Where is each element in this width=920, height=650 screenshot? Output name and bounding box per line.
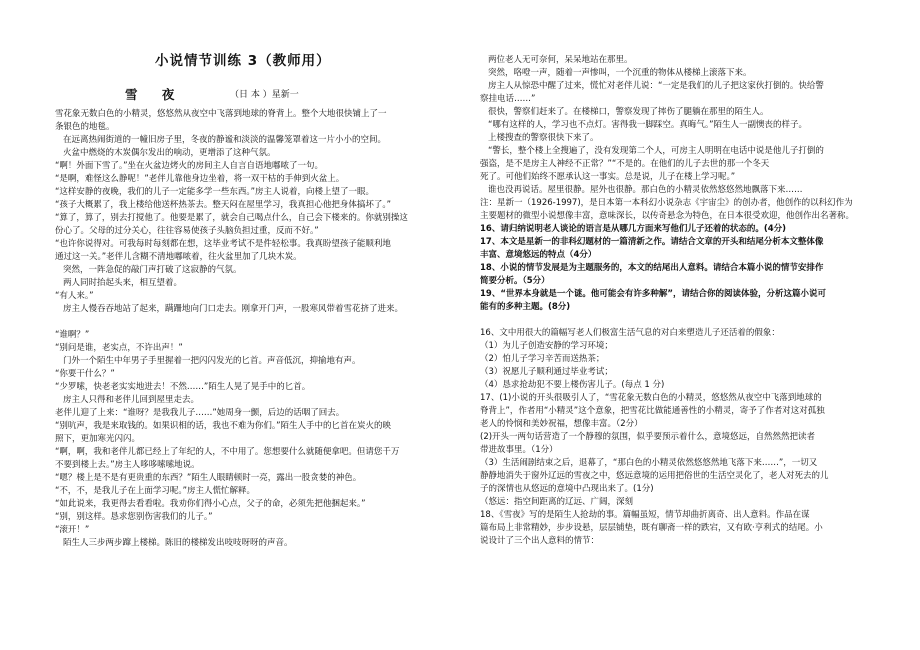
text-line: 16、请归纳说明老人谈论的语言是从哪几方面来写他们儿子还着的状态的。(4分) — [480, 224, 787, 234]
questions-and-answers — [480, 54, 885, 548]
text-line: 简要分析。（5分） — [480, 276, 550, 286]
text-line: 17、(1)小说的开头很吸引人了，“雪花象无数白色的小精灵，悠悠然从夜空中飞落到地球的 — [480, 393, 822, 403]
text-line: 房主人只得和老伴儿回到屋里走去。 — [63, 395, 200, 405]
text-line: 17、本文是星新一的非科幻题材的一篇清新之作。请结合文章的开头和结尾分析本文整体像 — [480, 237, 824, 247]
text-line: 谁也没再说话。屋里很静。屋外也很静。那白色的小精灵依然悠悠然地飘落下来…… — [488, 185, 803, 195]
text-line: 18、《雪夜》写的是陌生人抢劫的事。篇幅虽短，情节却曲折离奇、出人意料。作品在谋 — [480, 510, 810, 520]
text-line: “是啊，难怪这么静呢！”老伴儿靠他身边坐着，将一双干枯的手伸到火盆上。 — [55, 174, 345, 184]
text-line: “嗯？楼上是不是有更贵重的东西？”陌生人眼睛顿时一亮，露出一股贪婪的神色。 — [55, 473, 362, 483]
text-line: “别问是谁，老实点，不许出声！” — [55, 343, 183, 353]
text-line: “警长，整个楼上全搜遍了，没有发现第二个人，可房主人明明在电话中说是他儿子打倒的 — [488, 146, 824, 156]
text-line: 脊背上”，作者用“小精灵”这个意象，把雪花比做能通善性的小精灵，寄予了作者对这对孤独 — [480, 406, 825, 416]
text-line: （1）为儿子创造安静的学习环境； — [480, 341, 613, 351]
text-line: （4）恳求抢劫犯不要上楼伤害儿子。(每点 1 分) — [480, 380, 665, 390]
text-line: 份心了。父母的过分关心，往往容易使孩子头脑负担过重，反而不好。” — [55, 226, 319, 236]
text-line: 静静地消失于窗外辽远的雪夜之中，悠远意境的运用把俗世的生活空灵化了，老人对死去的儿 — [480, 471, 829, 481]
text-line: “滚开！” — [55, 525, 90, 535]
text-line: 18、小说的情节发展是为主题服务的，本文的结尾出人意料。请结合本篇小说的情节安排作 — [480, 263, 824, 273]
story-author: （日 本 ）星新一 — [230, 90, 299, 100]
text-line: 说设计了三个出人意料的情节： — [480, 536, 600, 546]
text-line: 在远离热闹街道的一幢旧房子里，冬夜的静谧和淡淡的温馨笼罩着这一片小小的空间。 — [63, 135, 387, 145]
text-line: 死了。可他们始终不愿承认这一事实。总是说，儿子在楼上学习呢。” — [480, 172, 736, 182]
text-line: 房主人慢吞吞地站了起来，蹒跚地向门口走去。刚拿开门声，一股寒风带着雪花挤了进来。 — [63, 304, 404, 314]
text-line: “少罗嗦，快老老实实地进去！不然……”陌生人晃了晃手中的匕首。 — [55, 382, 311, 392]
text-line: 强盗，是不是房主人神经不正常？”“不是的。在他们的儿子去世的那一个冬天 — [480, 159, 770, 169]
text-line: 篇布局上非常精妙，步步设悬，层层铺垫，既有聊斋一样的跌宕，又有欧·亨利式的结尾。小 — [480, 523, 823, 533]
text-line: “谁啊？” — [55, 330, 90, 340]
text-line: 通过这一关。”老伴儿含糊不清地嘟哝着，往火盆里加了几块木炭。 — [55, 252, 302, 262]
text-line: “你要干什么？” — [55, 369, 115, 379]
text-line: 上楼搜查的警察很快下来了。 — [488, 133, 599, 143]
text-line: 主要题材的微型小说想像丰富，意味深长，以传奇悬念为特色，在日本很受欢迎，他创作出名著称。 — [480, 211, 855, 221]
text-line: （悠远：指空间距离的辽远、广阔，深刻 — [480, 497, 634, 507]
text-line: “啊！外面下雪了。”坐在火盆边烤火的房间主人自言自语地嘟哝了一句。 — [55, 161, 324, 171]
text-line: “不，不，是我儿子在上面学习呢。”房主人慌忙解释。 — [55, 486, 256, 496]
text-line: 两位老人无可奈何，呆呆地站在那里。 — [488, 55, 633, 65]
text-line: 火盆中燃烧的木炭偶尔发出的响动，更增添了这种气氛。 — [63, 148, 276, 158]
text-line: 注：星新一（1926-1997)，是日本第一本科幻小说杂志《宇宙尘》的创办者，他创作的以科幻作为 — [480, 198, 853, 208]
text-line: “啊，啊，我和老伴儿都已经上了年纪的人，不中用了。您想要什么就随便拿吧。但请您千万 — [55, 447, 400, 457]
text-line: “这样安静的夜晚，我们的儿子一定能多学一些东西。”房主人说着，向楼上望了一眼。 — [55, 187, 375, 197]
text-line: 门外一个陌生中年男子手里握着一把闪闪发光的匕首。声音低沉，抑揄地有声。 — [63, 356, 361, 366]
text-line: “哪有这样的人，学习也不点灯。害得我一脚踩空。真晦气。”陌生人一副懊丧的样子。 — [488, 120, 808, 130]
text-line: 19、“世界本身就是一个谜。他可能会有许多种解”，请结合你的阅读体验，分析这篇小说可 — [480, 289, 827, 299]
story-title: 雪 夜 — [125, 87, 185, 102]
text-line: 很快，警察们赶来了。在楼梯口，警察发现了摔伤了腿躺在那里的陌生人。 — [488, 107, 769, 117]
text-line: “也许你说得对。可我每时每刻都在想，这毕业考试不是件轻松事。我真盼望孩子能顺利地 — [55, 239, 391, 249]
text-line: (2)开头一两句话营造了一个静穆的氛围，似乎要预示着什么，意境悠远，自然然然把读者 — [480, 432, 816, 442]
text-line: （2）怕儿子学习辛苦而送热茶； — [480, 354, 605, 364]
text-line: 带进故事里。（1分） — [480, 445, 558, 455]
story-text — [55, 108, 450, 550]
text-line: 突然，一阵急促的敲门声打破了这寂静的气氛。 — [63, 265, 242, 275]
text-line: “别吭声，我是来取钱的。如果识相的话，我也不难为你们。”陌生人手中的匕首在炭火的映 — [55, 421, 392, 431]
text-line: 条银色的地毯。 — [55, 122, 115, 132]
text-line: 老伴儿迎了上来：“谁呀？是我我儿子……”她周身一颤，后边的话咽了回去。 — [55, 408, 345, 418]
text-line: 能有的多种主题。(8分) — [480, 302, 571, 312]
text-line: 16、文中用很大的篇幅写老人们极富生活气息的对白来塑造儿子还活着的假象： — [480, 328, 780, 338]
text-line: 两人同时抬起头来，相互望着。 — [63, 278, 183, 288]
text-line: 不要到楼上去。”房主人哆哆嗦嗦地说。 — [55, 460, 200, 470]
text-line: （3）祝愿儿子顺利通过毕业考试； — [480, 367, 613, 377]
text-line: “算了，算了，别去打搅他了。他要是累了，就会自己喝点什么，自己会下楼来的。你就别操这 — [55, 213, 408, 223]
text-line: 雪花象无数白色的小精灵，悠悠然从夜空中飞落到地球的脊背上。整个大地很快铺上了一 — [55, 109, 387, 119]
text-line — [55, 316, 450, 329]
text-line: （3）生活闹剧结束之后，退幕了，“那白色的小精灵依然悠悠然地飞落下来……”，一切又 — [480, 458, 818, 468]
text-line — [480, 314, 885, 327]
text-line: “孩子大概累了，我上楼给他送杯热茶去。整天闷在屋里学习，我真担心他把身体搞坏了。” — [55, 200, 392, 210]
text-line: “有人来。” — [55, 291, 94, 301]
text-line: 丰富、意境悠远的特点（4分） — [480, 250, 597, 260]
document-title: 小说情节训练 3（教师用） — [155, 53, 331, 69]
text-line: 房主人从惊恐中醒了过来，慌忙对老伴儿说：“一定是我们的儿子把这家伙打倒的。快给警 — [488, 81, 824, 91]
text-line: 突然，咯噔一声，随着一声惨叫，一个沉重的物体从楼梯上滚落下来。 — [488, 68, 752, 78]
text-line: 子的深情也从悠远的意境中凸现出来了。(1分) — [480, 484, 654, 494]
text-line: 察挂电话……” — [480, 94, 536, 104]
text-line: 老人的怜悯和美妙祝福，想像丰富。（2分） — [480, 419, 643, 429]
text-line: 陌生人三步两步蹿上楼梯。陈旧的楼梯发出吱吱呀呀的声音。 — [63, 538, 293, 548]
text-line: “如此说来，我更得去看看啦。我劝你们得小心点，父子的命，必须先把他捆起来。” — [55, 499, 366, 509]
text-line: 照下，更加寒光闪闪。 — [55, 434, 141, 444]
text-line: “别，别这样。恳求您别伤害我们的儿子。” — [55, 512, 213, 522]
